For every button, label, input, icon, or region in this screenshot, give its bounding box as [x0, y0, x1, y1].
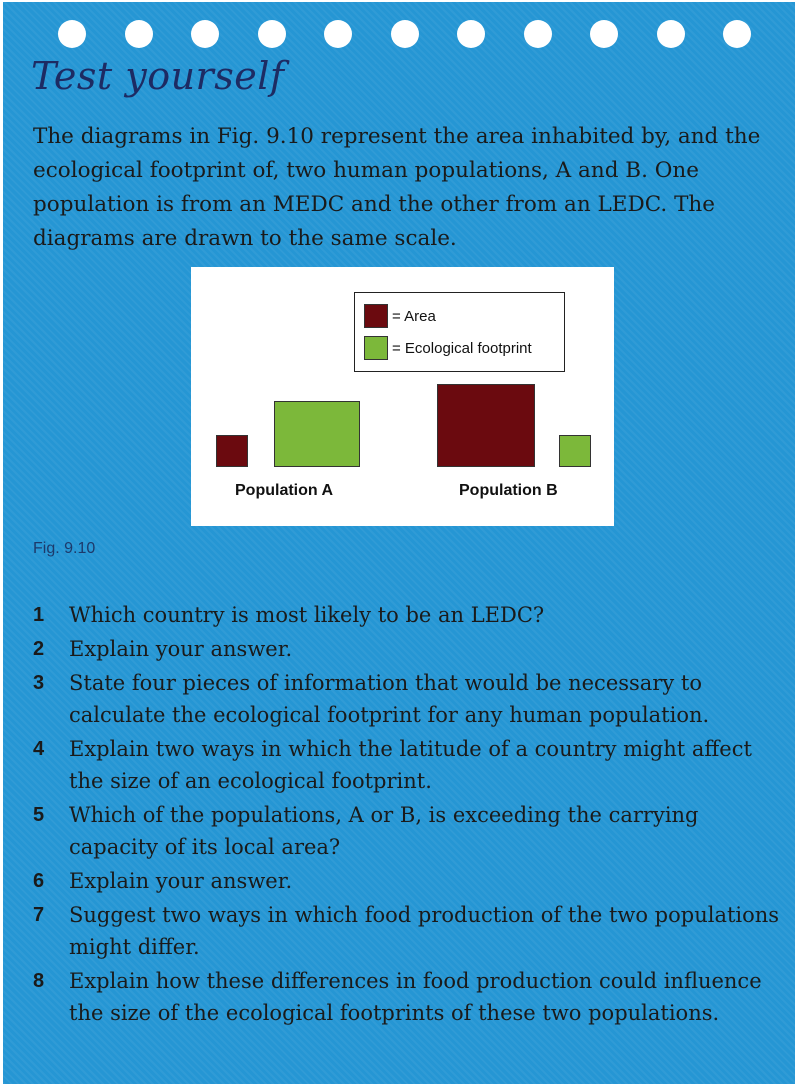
question-text: Explain how these differences in food production could influence the size of the ecological footprints of these two populations.	[69, 969, 762, 1025]
legend-area-label: = Area	[392, 307, 436, 325]
population-b-footprint-square	[559, 435, 591, 467]
legend-row-area	[364, 304, 436, 328]
binder-hole-icon	[657, 20, 685, 48]
question-item	[33, 799, 783, 863]
binder-hole-icon	[723, 20, 751, 48]
section-title: Test yourself	[31, 54, 285, 98]
question-number: 2	[33, 638, 45, 660]
binder-holes	[58, 20, 758, 50]
question-text: Which country is most likely to be an LEDC?	[69, 603, 545, 627]
question-text: Explain your answer.	[69, 637, 293, 661]
binder-hole-icon	[58, 20, 86, 48]
question-item	[33, 633, 783, 665]
question-item	[33, 865, 783, 897]
binder-hole-icon	[191, 20, 219, 48]
population-b-label: Population B	[459, 482, 558, 499]
question-number: 6	[33, 870, 45, 892]
question-text: Suggest two ways in which food production of the two populations might differ.	[69, 903, 780, 959]
population-b-area-square	[437, 384, 535, 467]
binder-hole-icon	[590, 20, 618, 48]
question-number: 3	[33, 672, 45, 694]
question-text: Which of the populations, A or B, is exceeding the carrying capacity of its local area?	[69, 803, 699, 859]
binder-hole-icon	[524, 20, 552, 48]
question-text: Explain two ways in which the latitude of a country might affect the size of an ecological footprint.	[69, 737, 752, 793]
question-list	[33, 599, 783, 1031]
area-swatch-icon	[364, 304, 388, 328]
question-number: 7	[33, 904, 45, 926]
population-a-label: Population A	[235, 482, 334, 499]
population-a-area-square	[216, 435, 248, 467]
population-a-footprint-square	[274, 401, 360, 467]
binder-hole-icon	[258, 20, 286, 48]
question-item	[33, 899, 783, 963]
question-item	[33, 599, 783, 631]
test-yourself-card	[3, 2, 795, 1084]
binder-hole-icon	[457, 20, 485, 48]
question-number: 1	[33, 604, 45, 626]
binder-hole-icon	[391, 20, 419, 48]
binder-hole-icon	[324, 20, 352, 48]
intro-paragraph	[33, 120, 783, 256]
question-item	[33, 667, 783, 731]
question-item	[33, 965, 783, 1029]
binder-hole-icon	[125, 20, 153, 48]
question-number: 4	[33, 738, 45, 760]
intro-text: The diagrams in Fig. 9.10 represent the area inhabited by, and the ecological footprint of, two human populations, A and B. One population is from an MEDC and the other from an LEDC. The diagrams are drawn to the same scale.	[33, 124, 761, 251]
figure-legend	[354, 292, 565, 372]
question-item	[33, 733, 783, 797]
question-number: 5	[33, 804, 45, 826]
legend-footprint-label: = Ecological footprint	[392, 339, 532, 357]
question-number: 8	[33, 970, 45, 992]
figure-9-10	[191, 267, 614, 526]
question-text: State four pieces of information that would be necessary to calculate the ecological footprint for any human population.	[69, 671, 710, 727]
footprint-swatch-icon	[364, 336, 388, 360]
legend-row-footprint	[364, 336, 532, 360]
figure-caption: Fig. 9.10	[33, 540, 96, 557]
question-text: Explain your answer.	[69, 869, 293, 893]
